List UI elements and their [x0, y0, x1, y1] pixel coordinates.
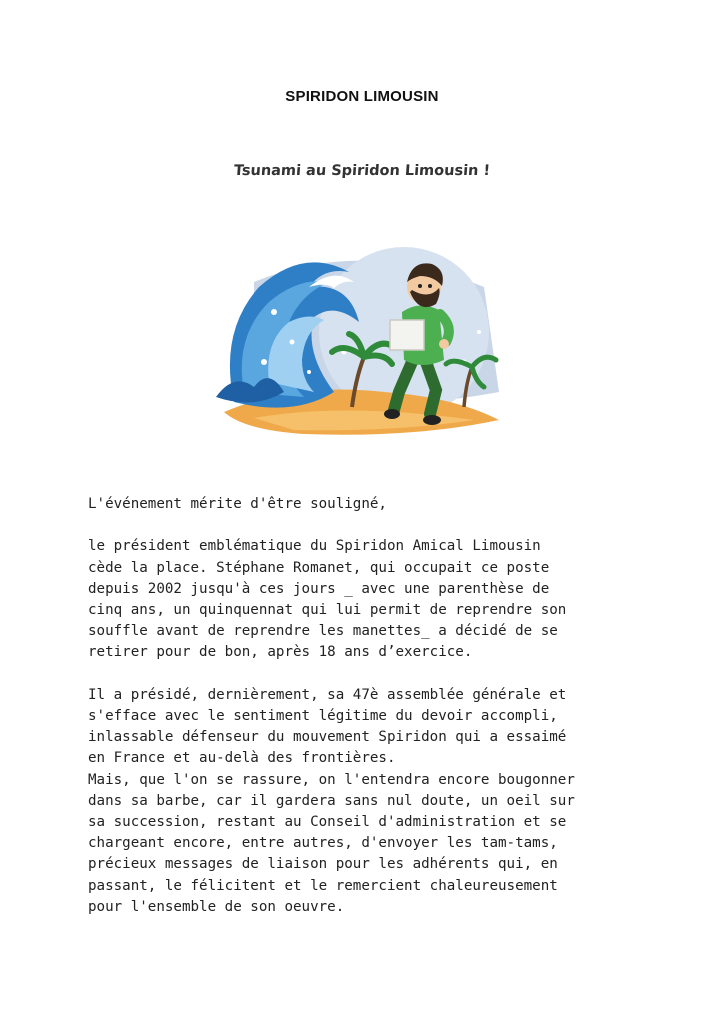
paragraph-intro: L'événement mérite d'être souligné,	[88, 496, 387, 512]
organization-title: SPIRIDON LIMOUSIN	[285, 88, 439, 105]
paragraph-assembly: Il a présidé, dernièrement, sa 47è assemblée générale et s'efface avec le sentiment légitime du devoir accompli, inlassable défenseur du mouvement Spiridon qui a essaimé en France et au-delà des frontières. Mais, que l'on se rassure, on l'entendra encore bougonner dans sa barbe, car il gardera sans nul doute, un oeil sur sa succession, restant au Conseil d'administration et se chargeant encore, entre autres, d'envoyer les tam-tams, précieux messages de liaison pour les adhérents qui, en passant, le félicitent et le remercient chaleureusement pour l'ensemble de son oeuvre.	[88, 686, 575, 915]
article-body	[88, 494, 648, 918]
tsunami-runner-illustration-icon	[214, 242, 508, 440]
paragraph-president: le président emblématique du Spiridon Amical Limousin cède la place. Stéphane Romanet, qui occupait ce poste depuis 2002 jusqu'à ces jours _ avec une parenthèse de cinq ans, un quinquennat qui lui permit de reprendre son souffle avant de reprendre les manettes_ a décidé de se retirer pour de bon, après 18 ans d’exercice.	[88, 538, 567, 661]
article-headline: Tsunami au Spiridon Limousin !	[233, 163, 491, 179]
